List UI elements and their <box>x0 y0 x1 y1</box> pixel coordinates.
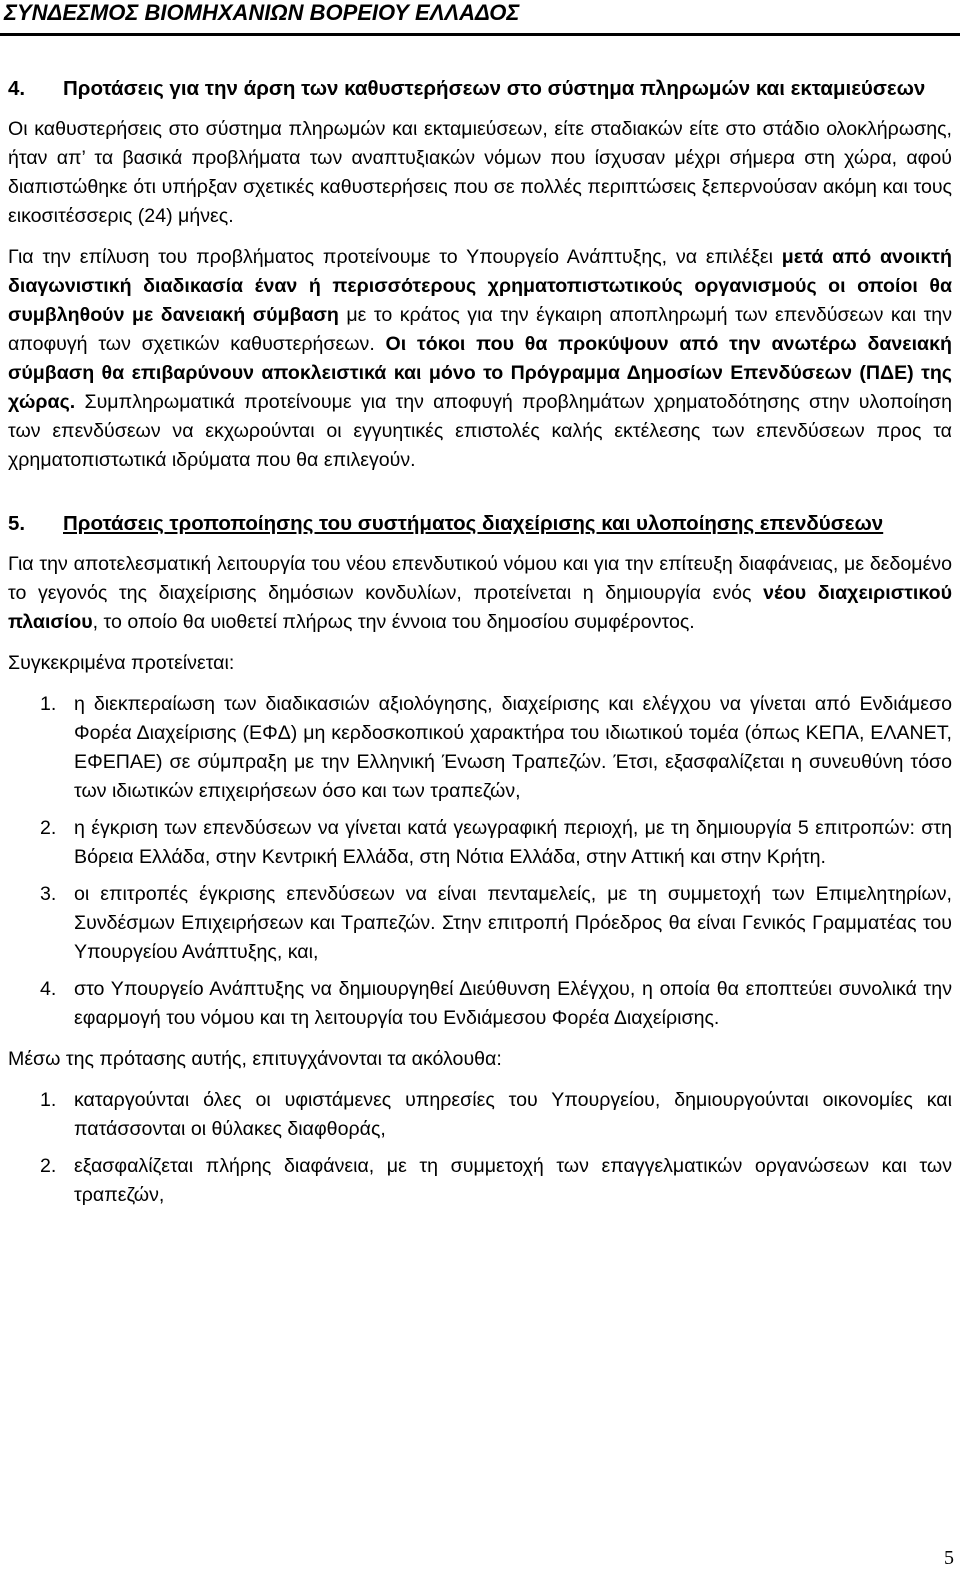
list-item-number: 2. <box>40 1155 57 1177</box>
outcomes-list <box>8 1086 952 1210</box>
p2-bold-d: Οι τόκοι που θα προκύψουν από την ανωτέρω δανειακή σύμβαση θα επιβαρύνουν αποκλειστικά και μόνο το Πρόγραμμα Δημοσίων Επενδύσεων (ΠΔΕ) της χώρας. <box>8 333 952 413</box>
list-item-number: 4. <box>40 978 57 1000</box>
s5-p1-text-c: , το οποίο θα υιοθετεί πλήρως την έννοια του δημοσίου συμφέροντος. <box>92 611 695 633</box>
list-item-text: η έγκριση των επενδύσεων να γίνεται κατά γεωγραφική περιοχή, με τη δημιουργία 5 επιτροπών: στη Βόρεια Ελλάδα, στην Κεντρική Ελλάδα, στη Νότια Ελλάδα, στην Αττική και στην Κρήτη. <box>74 817 952 868</box>
list-item <box>8 1152 952 1210</box>
list-item-text: καταργούνται όλες οι υφιστάμενες υπηρεσίες του Υπουργείου, δημιουργούνται οικονομίες και πατάσσονται οι θύλακες διαφθοράς, <box>74 1089 952 1140</box>
section-5-number: 5. <box>8 512 26 535</box>
list-item-text: εξασφαλίζεται πλήρης διαφάνεια, με τη συμμετοχή των επαγγελματικών οργανώσεων και των τραπεζών, <box>74 1155 952 1206</box>
list-item-number: 1. <box>40 1089 57 1111</box>
section-5-paragraph-3: Μέσω της πρότασης αυτής, επιτυγχάνονται τα ακόλουθα: <box>8 1048 502 1070</box>
section-5-title: Προτάσεις τροποποίησης του συστήματος διαχείρισης και υλοποίησης επενδύσεων <box>63 512 884 535</box>
list-item <box>8 1086 952 1144</box>
header-rule <box>0 33 960 36</box>
list-item-text: η διεκπεραίωση των διαδικασιών αξιολόγησης, διαχείρισης και ελέγχου να γίνεται από Ενδιάμεσο Φορέα Διαχείρισης (ΕΦΔ) μη κερδοσκοπικού χαρακτήρα του ιδιωτικού τομέα (όπως ΚΕΠΑ, ΕΛΑΝΕΤ, ΕΦΕΠΑΕ) σε σύμπραξη με την Ελληνική Ένωση Τραπεζών. Έτσι, εξασφαλίζεται η συνευθύνη τόσο των ιδιωτικών επιχειρήσεων όσο και των τραπεζών, <box>74 693 952 802</box>
p2-text-c: με το κράτος για την έγκαιρη αποπληρωμή των επενδύσεων και την αποφυγή των σχετικών καθυστερήσεων. <box>8 304 953 355</box>
section-4-heading <box>8 74 952 103</box>
s5-p1-bold-b: νέου διαχειριστικού πλαισίου <box>8 582 952 633</box>
proposals-list <box>8 690 952 1033</box>
section-4-title: Προτάσεις για την άρση των καθυστερήσεων στο σύστημα πληρωμών και εκταμιεύσεων <box>63 77 926 100</box>
section-5-paragraph-2: Συγκεκριμένα προτείνεται: <box>8 652 235 674</box>
list-item <box>8 814 952 872</box>
list-item-text: οι επιτροπές έγκρισης επενδύσεων να είναι πενταμελείς, με τη συμμετοχή των Επιμελητηρίων, Συνδέσμων Επιχειρήσεων και Τραπεζών. Στην επιτροπή Πρόεδρος θα είναι Γενικός Γραμματέας του Υπουργείου Ανάπτυξης, και, <box>74 883 952 963</box>
list-item <box>8 880 952 967</box>
section-4-paragraph-2 <box>8 243 952 475</box>
section-4-paragraph-1: Οι καθυστερήσεις στο σύστημα πληρωμών και εκταμιεύσεων, είτε σταδιακών είτε στο στάδιο ολοκλήρωσης, ήταν απ’ τα βασικά προβλήματα των αναπτυξιακών νόμων που ίσχυσαν μέχρι σήμερα στη χώρα, αφού διαπιστώθηκε ότι υπήρξαν σχετικές καθυστερήσεις που σε πολλές περιπτώσεις ξεπερνούσαν ακόμη και τους εικοσιτέσσερις (24) μήνες. <box>8 118 952 227</box>
list-item <box>8 975 952 1033</box>
list-item-number: 3. <box>40 883 57 905</box>
list-item-text: στο Υπουργείο Ανάπτυξης να δημιουργηθεί Διεύθυνση Ελέγχου, η οποία θα εποπτεύει συνολικά την εφαρμογή του νόμου και τη λειτουργία του Ενδιάμεσου Φορέα Διαχείρισης. <box>74 978 952 1029</box>
s5-p1-text-a: Για την αποτελεσματική λειτουργία του νέου επενδυτικού νόμου και για την επίτευξη διαφάνειας, με δεδομένο το γεγονός της διαχείρισης δημόσιων κονδυλίων, προτείνεται η δημιουργία ενός <box>8 553 952 604</box>
list-item-number: 2. <box>40 817 57 839</box>
p2-text-a: Για την επίλυση του προβλήματος προτείνουμε το Υπουργείο Ανάπτυξης, να επιλέξει <box>8 246 782 268</box>
list-item-number: 1. <box>40 693 57 715</box>
section-5-heading <box>8 509 952 538</box>
running-header: ΣΥΝΔΕΣΜΟΣ ΒΙΟΜΗΧΑΝΙΩΝ ΒΟΡΕΙΟΥ ΕΛΛΑΔΟΣ <box>4 0 520 25</box>
page-content <box>8 74 952 1210</box>
p2-bold-b: μετά από ανοικτή διαγωνιστική διαδικασία έναν ή περισσότερους χρηματοπιστωτικούς οργανισμούς οι οποίοι θα συμβληθούν με δανειακή σύμβαση <box>8 246 952 326</box>
list-item <box>8 690 952 806</box>
section-4-number: 4. <box>8 77 26 100</box>
section-5-paragraph-1 <box>8 550 952 637</box>
page-number: 5 <box>944 1547 954 1569</box>
p2-text-e: Συμπληρωματικά προτείνουμε για την αποφυγή προβλημάτων χρηματοδότησης στην υλοποίηση των επενδύσεων να εκχωρούνται οι εγγυητικές επιστολές καλής εκτέλεσης των επενδύσεων προς τα χρηματοπιστωτικά ιδρύματα που θα επιλεγούν. <box>8 391 952 471</box>
